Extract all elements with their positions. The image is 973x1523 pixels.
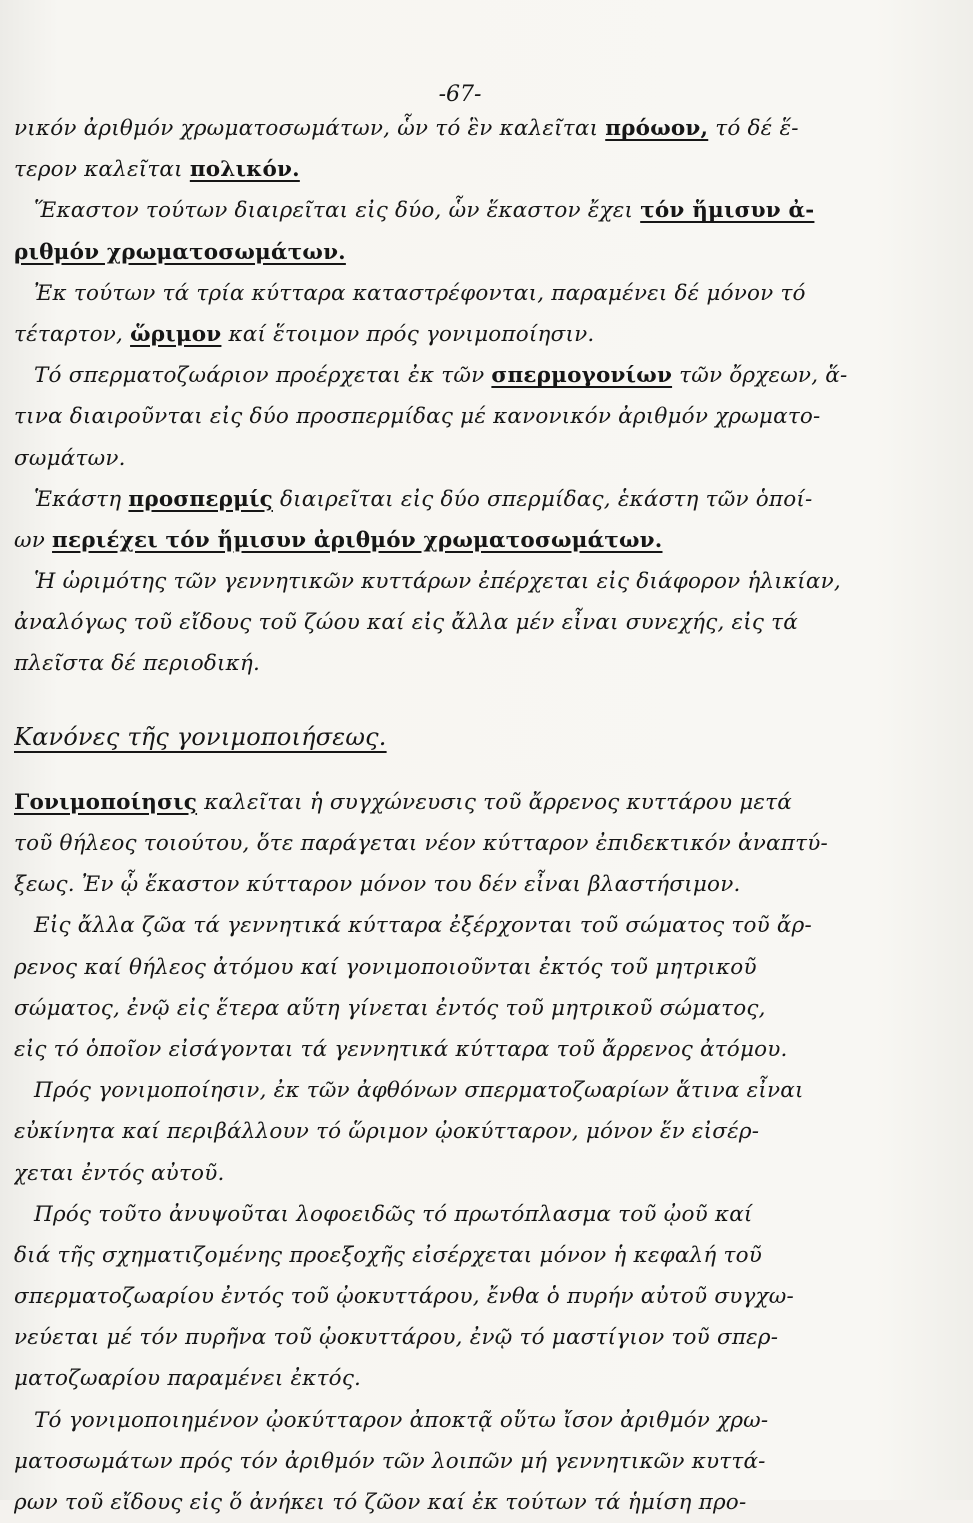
text-line (14, 314, 959, 355)
text-segment: νικόν ἀριθμόν χρωματοσωμάτων, ὧν τό ἓν καλεῖται (14, 116, 606, 141)
text-segment: τῶν ὄρχεων, ἅ- (672, 363, 848, 389)
text-segment: Τό σπερματοζωάριον προέρχεται ἐκ τῶν (34, 363, 492, 389)
text-line (14, 782, 959, 823)
underlined-term: πολικόν. (189, 157, 300, 183)
text-line (14, 1400, 959, 1441)
underlined-term: τόν ἥμισυν ἀ- (640, 198, 815, 224)
underlined-term: σπερμογονίων (491, 363, 673, 389)
text-segment: Ἡ ὡριμότης τῶν γεννητικῶν κυττάρων ἐπέρχεται εἰς διάφορον ἡλικίαν, (34, 569, 841, 595)
text-line (14, 905, 959, 946)
underlined-term: Γονιμοποίησις (14, 789, 198, 815)
text-line (14, 561, 959, 602)
text-line (14, 1482, 959, 1523)
text-line (14, 1276, 959, 1317)
text-line (14, 1235, 959, 1276)
text-line (14, 1358, 959, 1399)
text-segment: τινα διαιροῦνται εἰς δύο προσπερμίδας μέ κανονικόν ἀριθμόν χρωματο- (14, 404, 821, 430)
text-segment: σπερματοζωαρίου ἐντός τοῦ ᾠοκυττάρου, ἔνθα ὁ πυρήν αὐτοῦ συγχω- (14, 1284, 794, 1310)
text-segment: διά τῆς σχηματιζομένης προεξοχῆς εἰσέρχεται μόνον ἡ κεφαλή τοῦ (14, 1242, 763, 1268)
text-segment: ἀναλόγως τοῦ εἴδους τοῦ ζώου καί εἰς ἄλλα μέν εἶναι συνεχής, εἰς τά (14, 610, 798, 636)
text-line (14, 232, 959, 273)
underlined-term: πρόωον, (605, 116, 709, 141)
text-segment: τέταρτον, (14, 321, 131, 347)
text-segment: χεται ἐντός αὐτοῦ. (14, 1160, 225, 1186)
text-segment: εὐκίνητα καί περιβάλλουν τό ὥριμον ᾠοκύτταρον, μόνον ἕν εἰσέρ- (14, 1119, 760, 1145)
underlined-term: προσπερμίς (128, 486, 273, 512)
text-line (14, 438, 959, 479)
text-segment: σωμάτων. (14, 445, 126, 471)
text-line (14, 1070, 959, 1111)
text-segment: πλεῖστα δέ περιοδική. (14, 651, 261, 677)
text-segment: ρων τοῦ εἴδους εἰς ὅ ἀνήκει τό ζῶον καί ἐκ τούτων τά ἡμίση προ- (14, 1490, 747, 1515)
page-number: -67- (438, 82, 482, 107)
underlined-term: περιέχει τόν ἥμισυν ἀριθμόν χρωματοσωμάτων. (52, 527, 663, 553)
text-segment: Εἰς ἄλλα ζῶα τά γεννητικά κύτταρα ἐξέρχονται τοῦ σώματος τοῦ ἄρ- (34, 913, 812, 939)
text-segment: σώματος, ἐνῷ εἰς ἕτερα αὕτη γίνεται ἐντός τοῦ μητρικοῦ σώματος, (14, 995, 766, 1021)
text-segment: Ἕκαστον τούτων διαιρεῖται εἰς δύο, ὧν ἕκαστον ἔχει (34, 198, 641, 224)
handwritten-text-body (14, 108, 959, 1523)
underlined-term: ὥριμον (130, 321, 222, 347)
text-segment: Κανόνες τῆς γονιμοποιήσεως. (14, 722, 387, 751)
text-segment: Ἑκάστη (34, 486, 129, 512)
text-segment: Τό γονιμοποιημένον ᾠοκύτταρον ἀποκτᾷ οὕτω ἴσον ἀριθμόν χρω- (34, 1407, 769, 1433)
paragraph-gap (14, 685, 959, 709)
text-line (14, 1153, 959, 1194)
text-line (14, 149, 959, 190)
text-segment: ξεως. Ἐν ᾧ ἕκαστον κύτταρον μόνον του δέν εἶναι βλαστήσιμον. (14, 872, 741, 898)
text-segment: τοῦ θήλεος τοιούτου, ὅτε παράγεται νέον κύτταρον ἐπιδεκτικόν ἀναπτύ- (14, 831, 828, 856)
text-segment: τό δέ ἕ- (708, 116, 799, 141)
text-segment: διαιρεῖται εἰς δύο σπερμίδας, ἑκάστη τῶν ὁποί- (272, 486, 813, 512)
paragraph-gap (14, 758, 959, 782)
text-line (14, 602, 959, 643)
text-line (14, 396, 959, 437)
text-segment: Πρός τοῦτο ἀνυψοῦται λοφοειδῶς τό πρωτόπλασμα τοῦ ᾠοῦ καί (34, 1201, 753, 1227)
text-line (14, 823, 959, 864)
text-line (14, 947, 959, 988)
text-line (14, 520, 959, 561)
text-line (14, 988, 959, 1029)
text-line (14, 479, 959, 520)
underlined-term: ριθμόν χρωματοσωμάτων. (14, 239, 346, 265)
text-segment: καί ἕτοιμον πρός γονιμοποίησιν. (221, 321, 595, 347)
text-segment: ρενος καί θήλεος ἀτόμου καί γονιμοποιοῦνται ἐκτός τοῦ μητρικοῦ (14, 954, 757, 980)
text-segment: ματοζωαρίου παραμένει ἐκτός. (14, 1366, 362, 1392)
text-segment: τερον καλεῖται (14, 157, 190, 183)
text-line (14, 643, 959, 684)
text-line (14, 864, 959, 905)
text-line (14, 273, 959, 314)
text-segment: εἰς τό ὁποῖον εἰσάγονται τά γεννητικά κύτταρα τοῦ ἄρρενος ἀτόμου. (14, 1036, 788, 1062)
text-line (14, 1029, 959, 1070)
text-line (14, 1194, 959, 1235)
text-line (14, 1441, 959, 1482)
text-line (14, 108, 959, 149)
text-segment: νεύεται μέ τόν πυρῆνα τοῦ ᾠοκυττάρου, ἐνῷ τό μαστίγιον τοῦ σπερ- (14, 1325, 779, 1351)
text-segment: Πρός γονιμοποίησιν, ἐκ τῶν ἀφθόνων σπερματοζωαρίων ἅτινα εἶναι (34, 1078, 804, 1104)
text-segment: καλεῖται ἡ συγχώνευσις τοῦ ἄρρενος κυττάρου μετά (197, 789, 792, 815)
text-line (14, 1111, 959, 1152)
section-heading (14, 717, 959, 758)
text-segment: ων (14, 527, 53, 553)
text-line (14, 190, 959, 231)
text-segment: ματοσωμάτων πρός τόν ἀριθμόν τῶν λοιπῶν μή γεννητικῶν κυττά- (14, 1448, 766, 1474)
text-segment: Ἐκ τούτων τά τρία κύτταρα καταστρέφονται, παραμένει δέ μόνον τό (34, 280, 806, 306)
text-line (14, 355, 959, 396)
text-line (14, 1317, 959, 1358)
